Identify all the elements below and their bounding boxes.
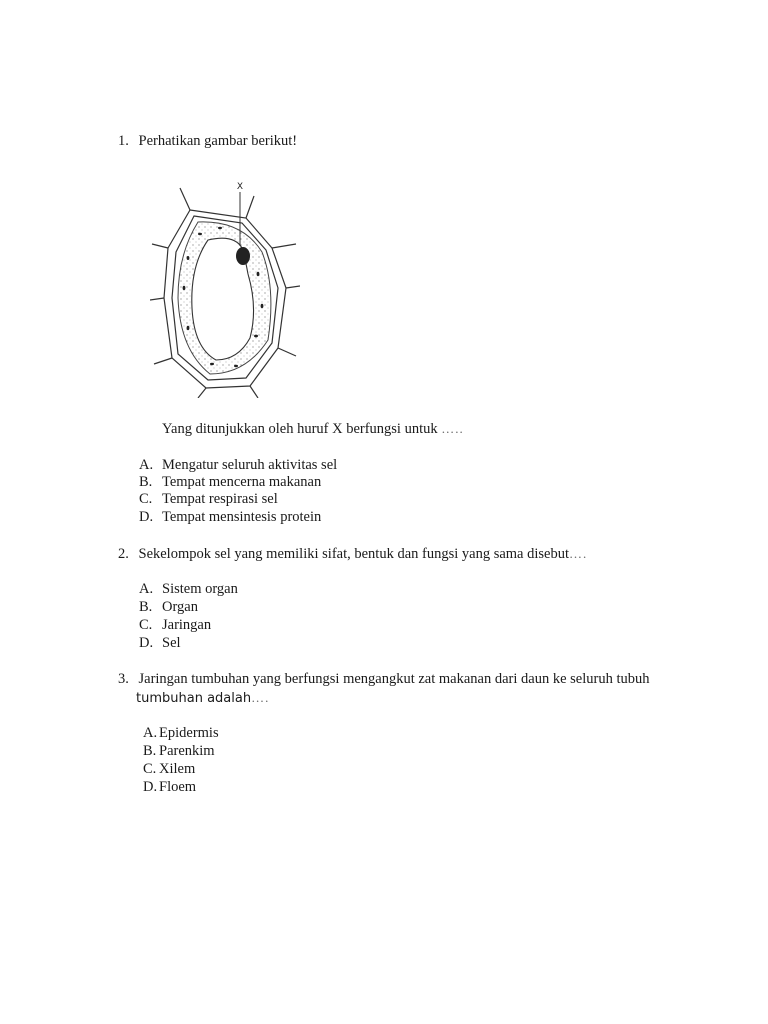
question-2-option-c[interactable] bbox=[139, 616, 212, 634]
option-letter: A. bbox=[139, 581, 154, 597]
option-letter: B. bbox=[139, 599, 153, 615]
option-text: Tempat respirasi sel bbox=[162, 491, 278, 507]
option-text: Organ bbox=[162, 599, 198, 615]
question-number: 2. bbox=[118, 546, 129, 562]
question-1-prompt bbox=[118, 132, 297, 150]
option-letter: C. bbox=[139, 617, 153, 633]
question-1-option-b[interactable] bbox=[139, 473, 322, 491]
sub-prompt-text: Yang ditunjukkan oleh huruf X berfungsi untuk bbox=[162, 421, 438, 437]
option-letter: B. bbox=[143, 743, 157, 759]
question-1-option-a[interactable] bbox=[139, 456, 338, 474]
option-text: Epidermis bbox=[159, 725, 219, 741]
option-letter: D. bbox=[139, 509, 154, 525]
option-text: Sistem organ bbox=[162, 581, 238, 597]
option-letter: A. bbox=[139, 457, 154, 473]
question-1-subprompt bbox=[162, 420, 464, 438]
option-letter: D. bbox=[143, 779, 158, 795]
question-text: Jaringan tumbuhan yang berfungsi mengangkut zat makanan dari daun ke seluruh tubuh bbox=[138, 671, 650, 687]
question-3-option-c[interactable] bbox=[143, 760, 196, 778]
option-text: Floem bbox=[159, 779, 197, 795]
question-number: 1. bbox=[118, 133, 129, 149]
question-3-option-a[interactable] bbox=[143, 724, 219, 742]
plant-cell-figure bbox=[150, 178, 300, 398]
option-text: Tempat mensintesis protein bbox=[162, 509, 322, 525]
nucleus bbox=[236, 247, 250, 265]
question-text: Sekelompok sel yang memiliki sifat, bentuk dan fungsi yang sama disebut bbox=[138, 546, 569, 562]
option-letter: B. bbox=[139, 474, 153, 490]
question-1-option-d[interactable] bbox=[139, 508, 322, 526]
question-number: 3. bbox=[118, 671, 129, 687]
option-letter: C. bbox=[139, 491, 153, 507]
question-3-prompt bbox=[118, 670, 649, 688]
question-1-option-c[interactable] bbox=[139, 490, 278, 508]
question-3-option-b[interactable] bbox=[143, 742, 215, 760]
prompt-dots: …. bbox=[569, 546, 588, 561]
question-3-option-d[interactable] bbox=[143, 778, 197, 796]
question-2-prompt bbox=[118, 545, 587, 563]
question-2-option-b[interactable] bbox=[139, 598, 198, 616]
option-text: Tempat mencerna makanan bbox=[162, 474, 322, 490]
figure-label: X bbox=[236, 182, 244, 192]
sub-prompt-dots: ….. bbox=[441, 421, 464, 436]
option-text: Mengatur seluruh aktivitas sel bbox=[162, 457, 338, 473]
option-letter: A. bbox=[143, 725, 158, 741]
question-text: Perhatikan gambar berikut! bbox=[138, 133, 298, 149]
question-text-continued: tumbuhan adalah bbox=[136, 691, 252, 706]
question-3-prompt-line2 bbox=[136, 689, 269, 708]
question-2-option-a[interactable] bbox=[139, 580, 238, 598]
option-text: Jaringan bbox=[162, 617, 212, 633]
option-text: Parenkim bbox=[159, 743, 215, 759]
option-text: Sel bbox=[162, 635, 181, 651]
option-letter: C. bbox=[143, 761, 157, 777]
option-text: Xilem bbox=[159, 761, 196, 777]
prompt-dots: …. bbox=[251, 690, 270, 705]
option-letter: D. bbox=[139, 635, 154, 651]
question-2-option-d[interactable] bbox=[139, 634, 181, 652]
